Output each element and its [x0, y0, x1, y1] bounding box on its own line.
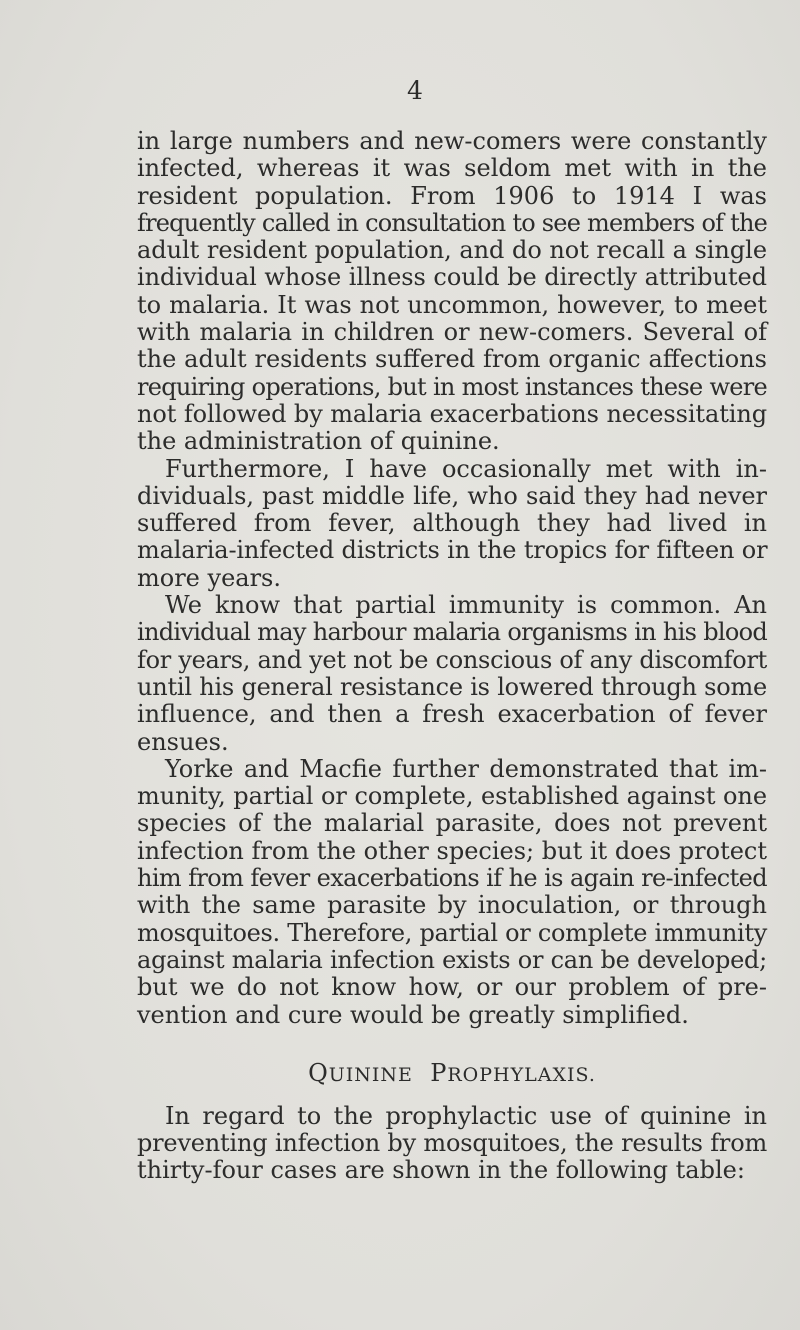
- text-line: frequently called in consultation to see members of the: [137, 208, 767, 237]
- text-line: for years, and yet not be conscious of any discomfort: [137, 645, 767, 674]
- paragraph: [137, 128, 767, 456]
- text-line: infected, whereas it was seldom met with in the: [137, 154, 767, 183]
- text-line: ensues.: [137, 727, 229, 756]
- text-line: with malaria in children or new-comers. Several of: [137, 318, 767, 347]
- page-number: 4: [407, 76, 423, 105]
- text-line: species of the malarial parasite, does not prevent: [137, 809, 767, 838]
- text-line: suffered from fever, although they had lived in: [137, 509, 767, 538]
- paragraph: [137, 1103, 767, 1185]
- heading-initial: P: [430, 1058, 448, 1087]
- text-line: in large numbers and new-comers were constantly: [137, 127, 767, 155]
- text-line: until his general resistance is lowered through some: [137, 672, 767, 701]
- text-line: adult resident population, and do not recall a single: [137, 236, 767, 265]
- text-line: malaria-infected districts in the tropics for fifteen or: [137, 536, 768, 565]
- heading-initial: Q: [308, 1058, 329, 1087]
- paragraph: [137, 756, 767, 1029]
- text-line: individual may harbour malaria organisms in his blood: [137, 618, 767, 647]
- text-line: Yorke and Macfie further demonstrated that im-: [165, 754, 767, 783]
- section-heading: [137, 1058, 767, 1088]
- text-line: him from fever exacerbations if he is again re-infected: [137, 864, 767, 893]
- text-line: the administration of quinine.: [137, 427, 500, 456]
- text-line: thirty-four cases are shown in the following table:: [137, 1156, 745, 1185]
- text-line: We know that partial immunity is common. An: [165, 591, 767, 620]
- heading-rest: ROPHYLAXIS.: [447, 1063, 596, 1086]
- text-line: mosquitoes. Therefore, partial or complete immunity: [137, 918, 767, 947]
- text-line: requiring operations, but in most instances these were: [137, 372, 767, 401]
- paragraph: [137, 592, 767, 756]
- heading-rest: UININE: [328, 1063, 413, 1086]
- text-line: but we do not know how, or our problem of pre-: [137, 973, 767, 1002]
- text-line: preventing infection by mosquitoes, the results from: [137, 1129, 767, 1158]
- text-line: infection from the other species; but it does protect: [137, 836, 767, 865]
- text-line: In regard to the prophylactic use of quinine in: [165, 1101, 767, 1130]
- text-line: to malaria. It was not uncommon, however, to meet: [137, 290, 767, 319]
- text-line: not followed by malaria exacerbations necessitating: [137, 399, 767, 428]
- text-line: Furthermore, I have occasionally met with in-: [165, 454, 767, 483]
- text-line: resident population. From 1906 to 1914 I was: [137, 181, 767, 210]
- text-line: more years.: [137, 563, 281, 592]
- paragraph: [137, 456, 767, 592]
- text-line: munity, partial or complete, established against one: [137, 782, 767, 811]
- body-text: [137, 128, 767, 1185]
- text-line: the adult residents suffered from organic affections: [137, 345, 767, 374]
- text-line: vention and cure would be greatly simplified.: [137, 1000, 689, 1029]
- text-line: with the same parasite by inoculation, or through: [137, 891, 767, 920]
- text-line: against malaria infection exists or can be developed;: [137, 945, 767, 974]
- text-line: dividuals, past middle life, who said they had never: [137, 481, 767, 510]
- text-line: influence, and then a fresh exacerbation of fever: [137, 700, 767, 729]
- text-line: individual whose illness could be directly attributed: [137, 263, 767, 292]
